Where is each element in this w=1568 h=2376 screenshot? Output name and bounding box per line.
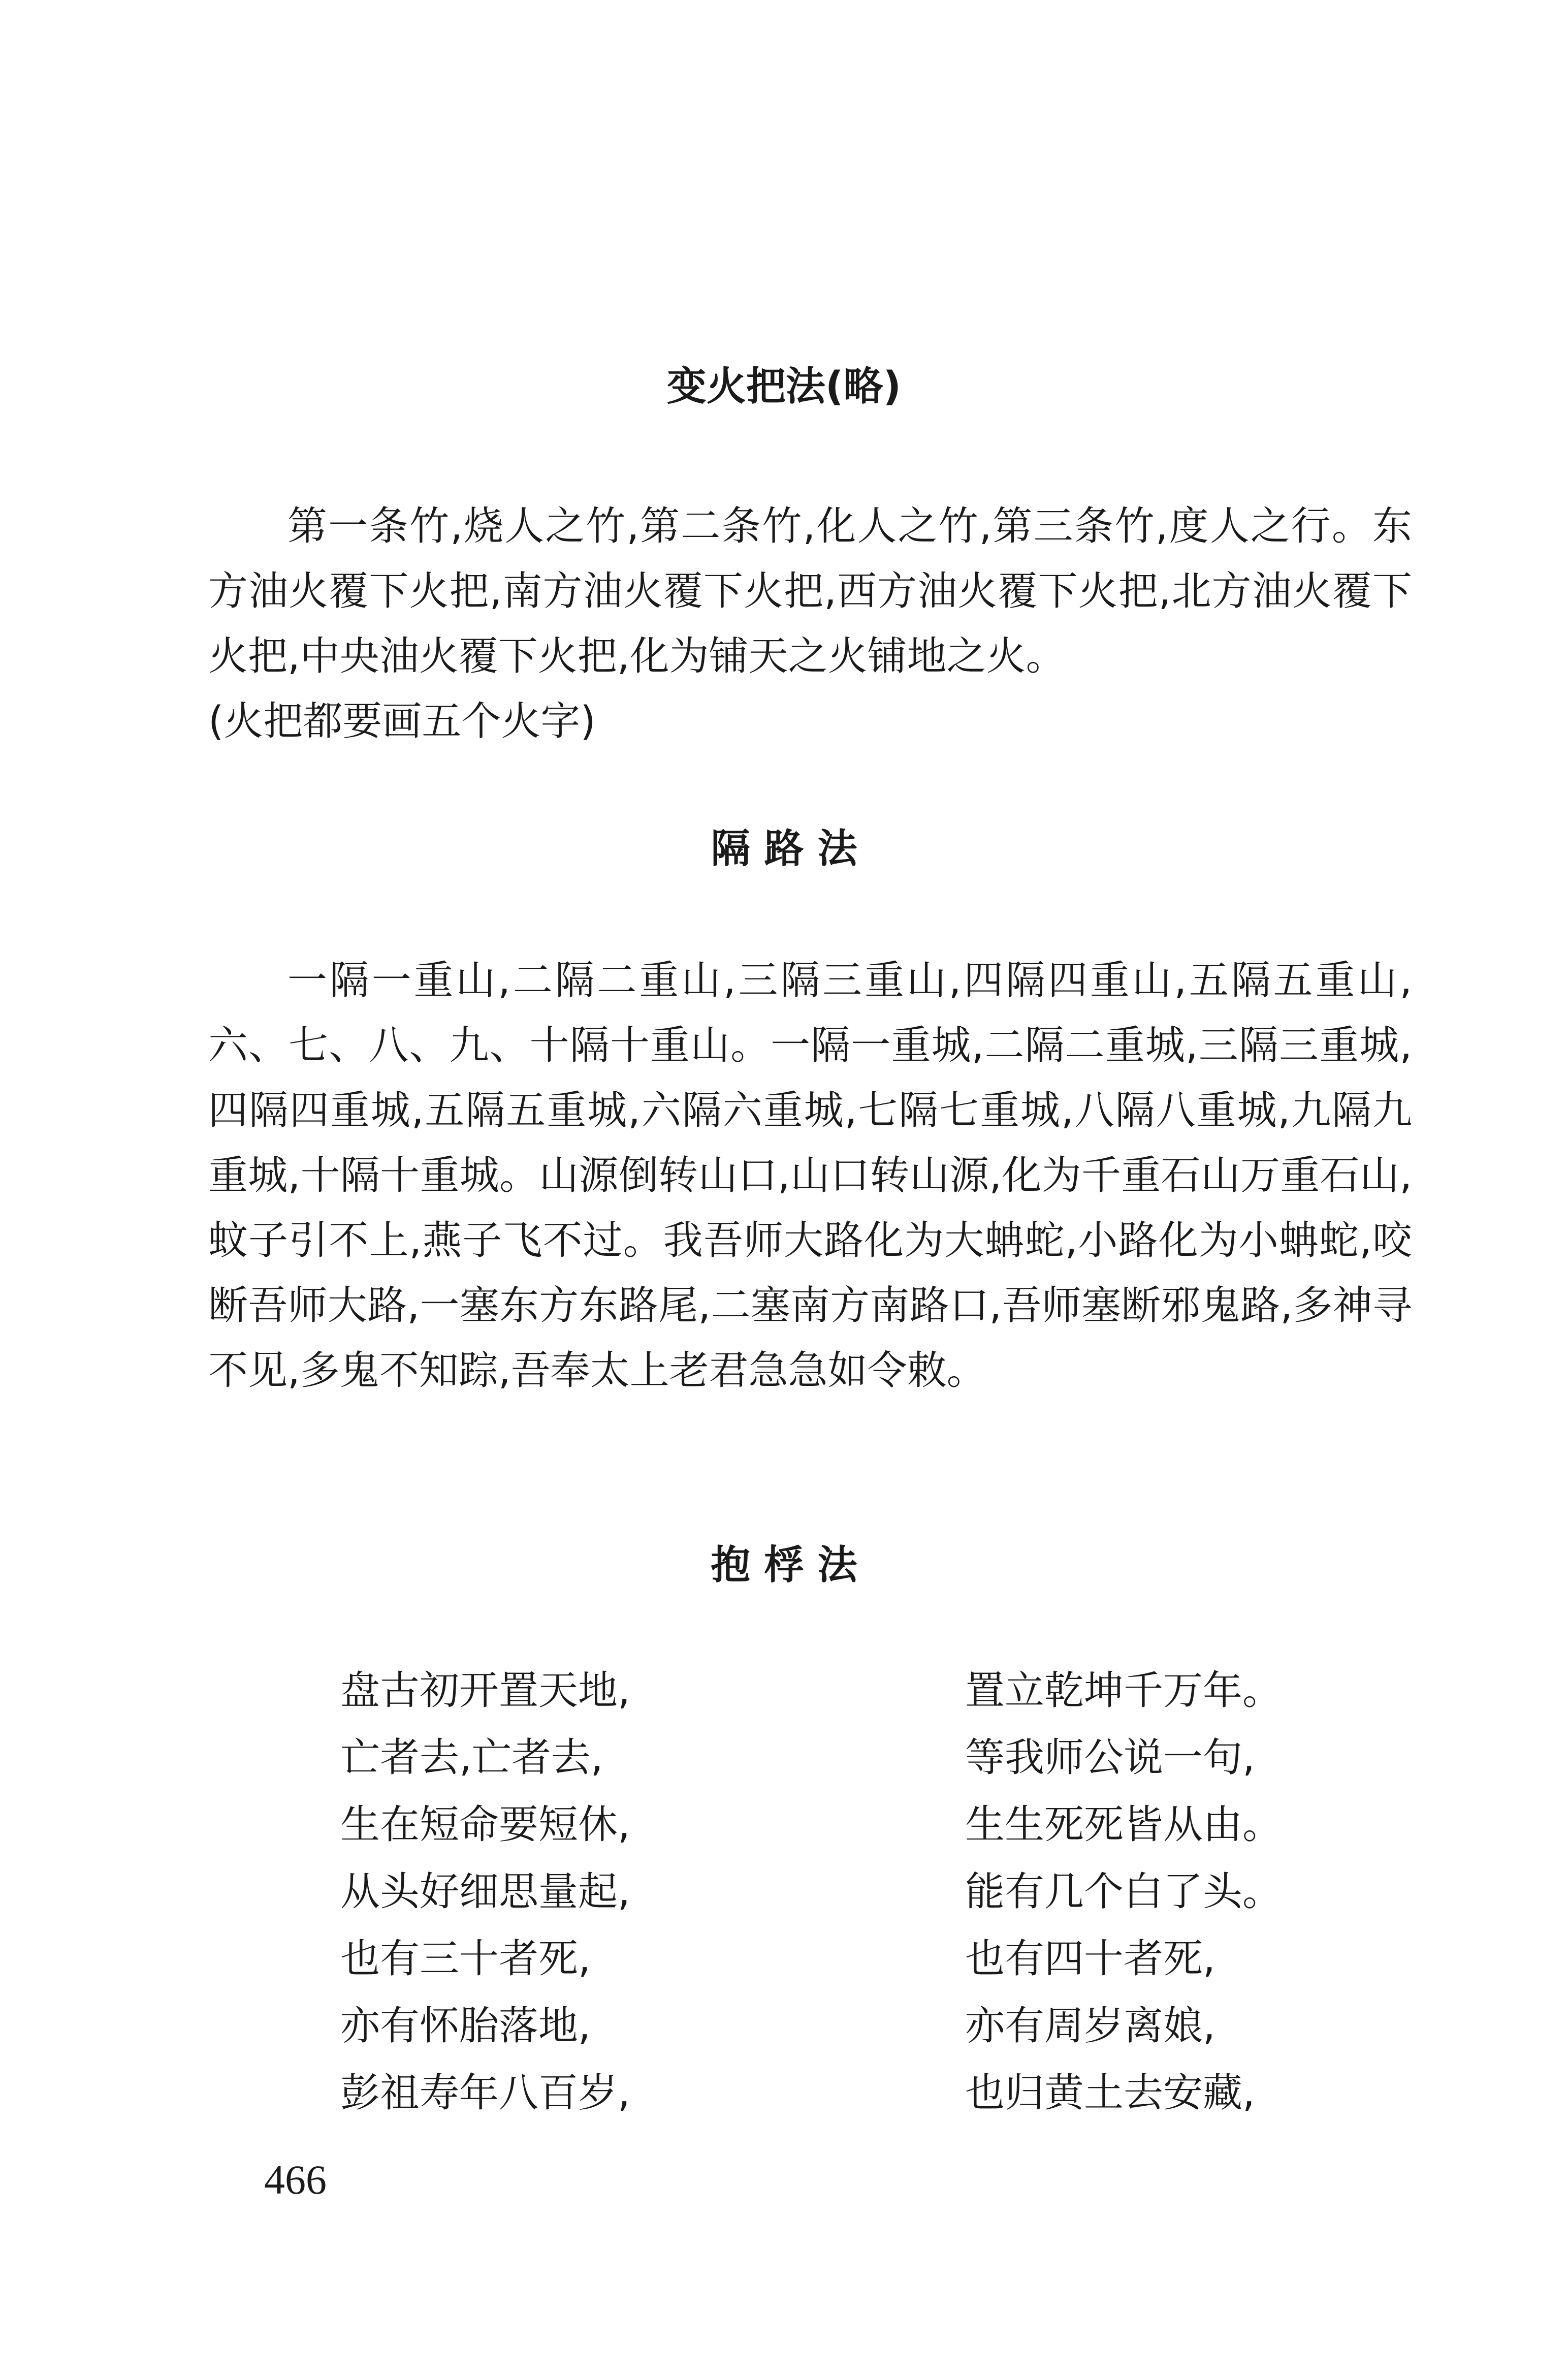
poem-line-left: 亦有怀胎落地, <box>340 2003 591 2049</box>
poem-line-left: 彭祖寿年八百岁, <box>340 2070 630 2116</box>
poem-line-right: 也归黄土去安藏, <box>965 2070 1255 2116</box>
poem-line-right: 置立乾坤千万年。 <box>965 1668 1283 1714</box>
section-title-fire-torch: 变火把法(略) <box>666 364 902 409</box>
section-title-embrace-drumstick: 抱 桴 法 <box>711 1542 857 1588</box>
poem-line <box>0 1724 1568 1791</box>
poem-line-left: 亡者去,亡者去, <box>340 1735 603 1781</box>
poem-line <box>0 1992 1568 2060</box>
paragraph-fire-torch: 第一条竹,烧人之竹,第二条竹,化人之竹,第三条竹,度人之行。东方油火覆下火把,南方油火覆下火把,西方油火覆下火把,北方油火覆下火把,中央油火覆下火把,化为铺天之火铺地之火。 <box>208 503 1412 679</box>
poem-line <box>0 1925 1568 1992</box>
poem-line-right: 等我师公说一句, <box>965 1735 1255 1781</box>
poem-line-left: 也有三十者死, <box>340 1936 591 1982</box>
poem-line-right: 能有几个白了头。 <box>965 1869 1283 1915</box>
page-number: 466 <box>264 2157 327 2203</box>
poem-line-right: 亦有周岁离娘, <box>965 2003 1215 2049</box>
poem-line <box>0 2060 1568 2127</box>
section-title-block-road: 隔 路 法 <box>711 826 857 872</box>
poem-line-left: 盘古初开置天地, <box>340 1668 630 1714</box>
poem-line-left: 生在短命要短休, <box>340 1802 630 1848</box>
poem-line-left: 从头好细思量起, <box>340 1869 630 1915</box>
poem-line <box>0 1791 1568 1858</box>
poem-line <box>0 1858 1568 1925</box>
paragraph-block-road: 一隔一重山,二隔二重山,三隔三重山,四隔四重山,五隔五重山,六、七、八、九、十隔十重山。一隔一重城,二隔二重城,三隔三重城,四隔四重城,五隔五重城,六隔六重城,七隔七重城,八隔八重城,九隔九重城,十隔十重城。山源倒转山口,山口转山源,化为千重石山万重石山,蚊子引不上,燕子飞不过。我吾师大路化为大蚺蛇,小路化为小蚺蛇,咬断吾师大路,一塞东方东路尾,二塞南方南路口,吾师塞断邪鬼路,多神寻不见,多鬼不知踪,吾奉太上老君急急如令敕。 <box>208 958 1412 1393</box>
poem-line <box>0 1657 1568 1724</box>
poem-line-right: 生生死死皆从由。 <box>965 1802 1283 1848</box>
paragraph-fire-torch-note: (火把都要画五个火字) <box>208 699 596 744</box>
poem-line-right: 也有四十者死, <box>965 1936 1215 1982</box>
